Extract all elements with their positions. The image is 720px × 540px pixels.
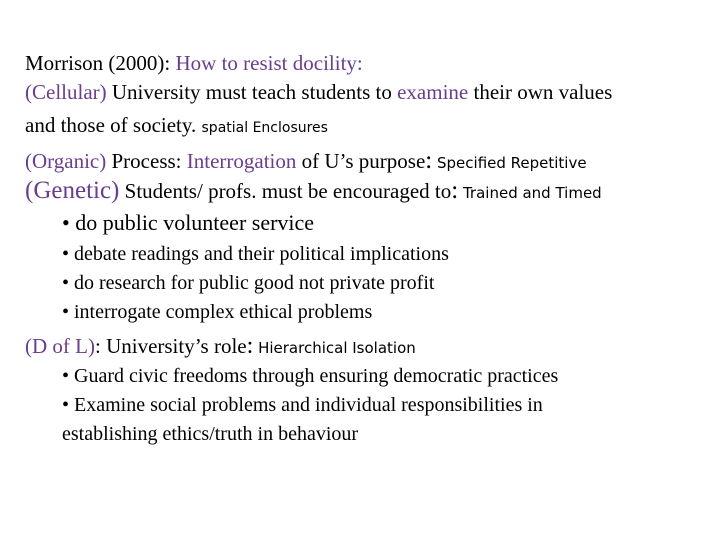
list-item: • interrogate complex ethical problems: [62, 301, 373, 323]
list-item: • Guard civic freedoms through ensuring democratic practices: [62, 365, 559, 387]
division-of-labour-line: [25, 334, 416, 358]
genetic-line: [25, 178, 602, 203]
spatial-enclosures-tag: spatial Enclosures: [201, 120, 328, 136]
list-item: establishing ethics/truth in behaviour: [62, 423, 359, 445]
organic-colon: :: [425, 147, 433, 174]
trained-timed-tag: Trained and Timed: [458, 184, 602, 202]
dol-label: (D of L): [25, 334, 95, 358]
cellular-line: [25, 82, 612, 103]
citation-text: Morrison (2000):: [25, 51, 176, 75]
dol-text: : University’s role: [94, 334, 247, 358]
organic-text-a: Process:: [106, 149, 187, 173]
examine-highlight: examine: [397, 80, 469, 104]
specified-repetitive-tag: Specified Repetitive: [432, 154, 587, 172]
interrogation-highlight: Interrogation: [186, 149, 297, 173]
list-item: • do research for public good not private profit: [62, 272, 435, 294]
heading-line: [25, 53, 363, 74]
cellular-label: (Cellular): [25, 80, 107, 104]
cellular-text-b: their own values: [468, 80, 613, 104]
cellular-text-a: University must teach students to: [106, 80, 398, 104]
organic-label: (Organic): [25, 149, 107, 173]
list-item: • debate readings and their political implications: [62, 243, 449, 265]
genetic-colon: :: [451, 177, 459, 204]
organic-text-b: of U’s purpose: [296, 149, 426, 173]
heading-highlight: How to resist docility:: [175, 51, 363, 75]
society-line: [25, 115, 328, 136]
genetic-label: (Genetic): [25, 177, 120, 204]
genetic-text: Students/ profs. must be encouraged to: [119, 179, 452, 203]
list-item: • Examine social problems and individual responsibilities in: [62, 394, 543, 416]
hierarchical-isolation-tag: Hierarchical Isolation: [253, 339, 416, 357]
dol-colon: :: [246, 333, 254, 359]
organic-line: [25, 148, 587, 173]
list-item: • do public volunteer service: [62, 210, 315, 235]
society-text: and those of society.: [25, 113, 202, 137]
